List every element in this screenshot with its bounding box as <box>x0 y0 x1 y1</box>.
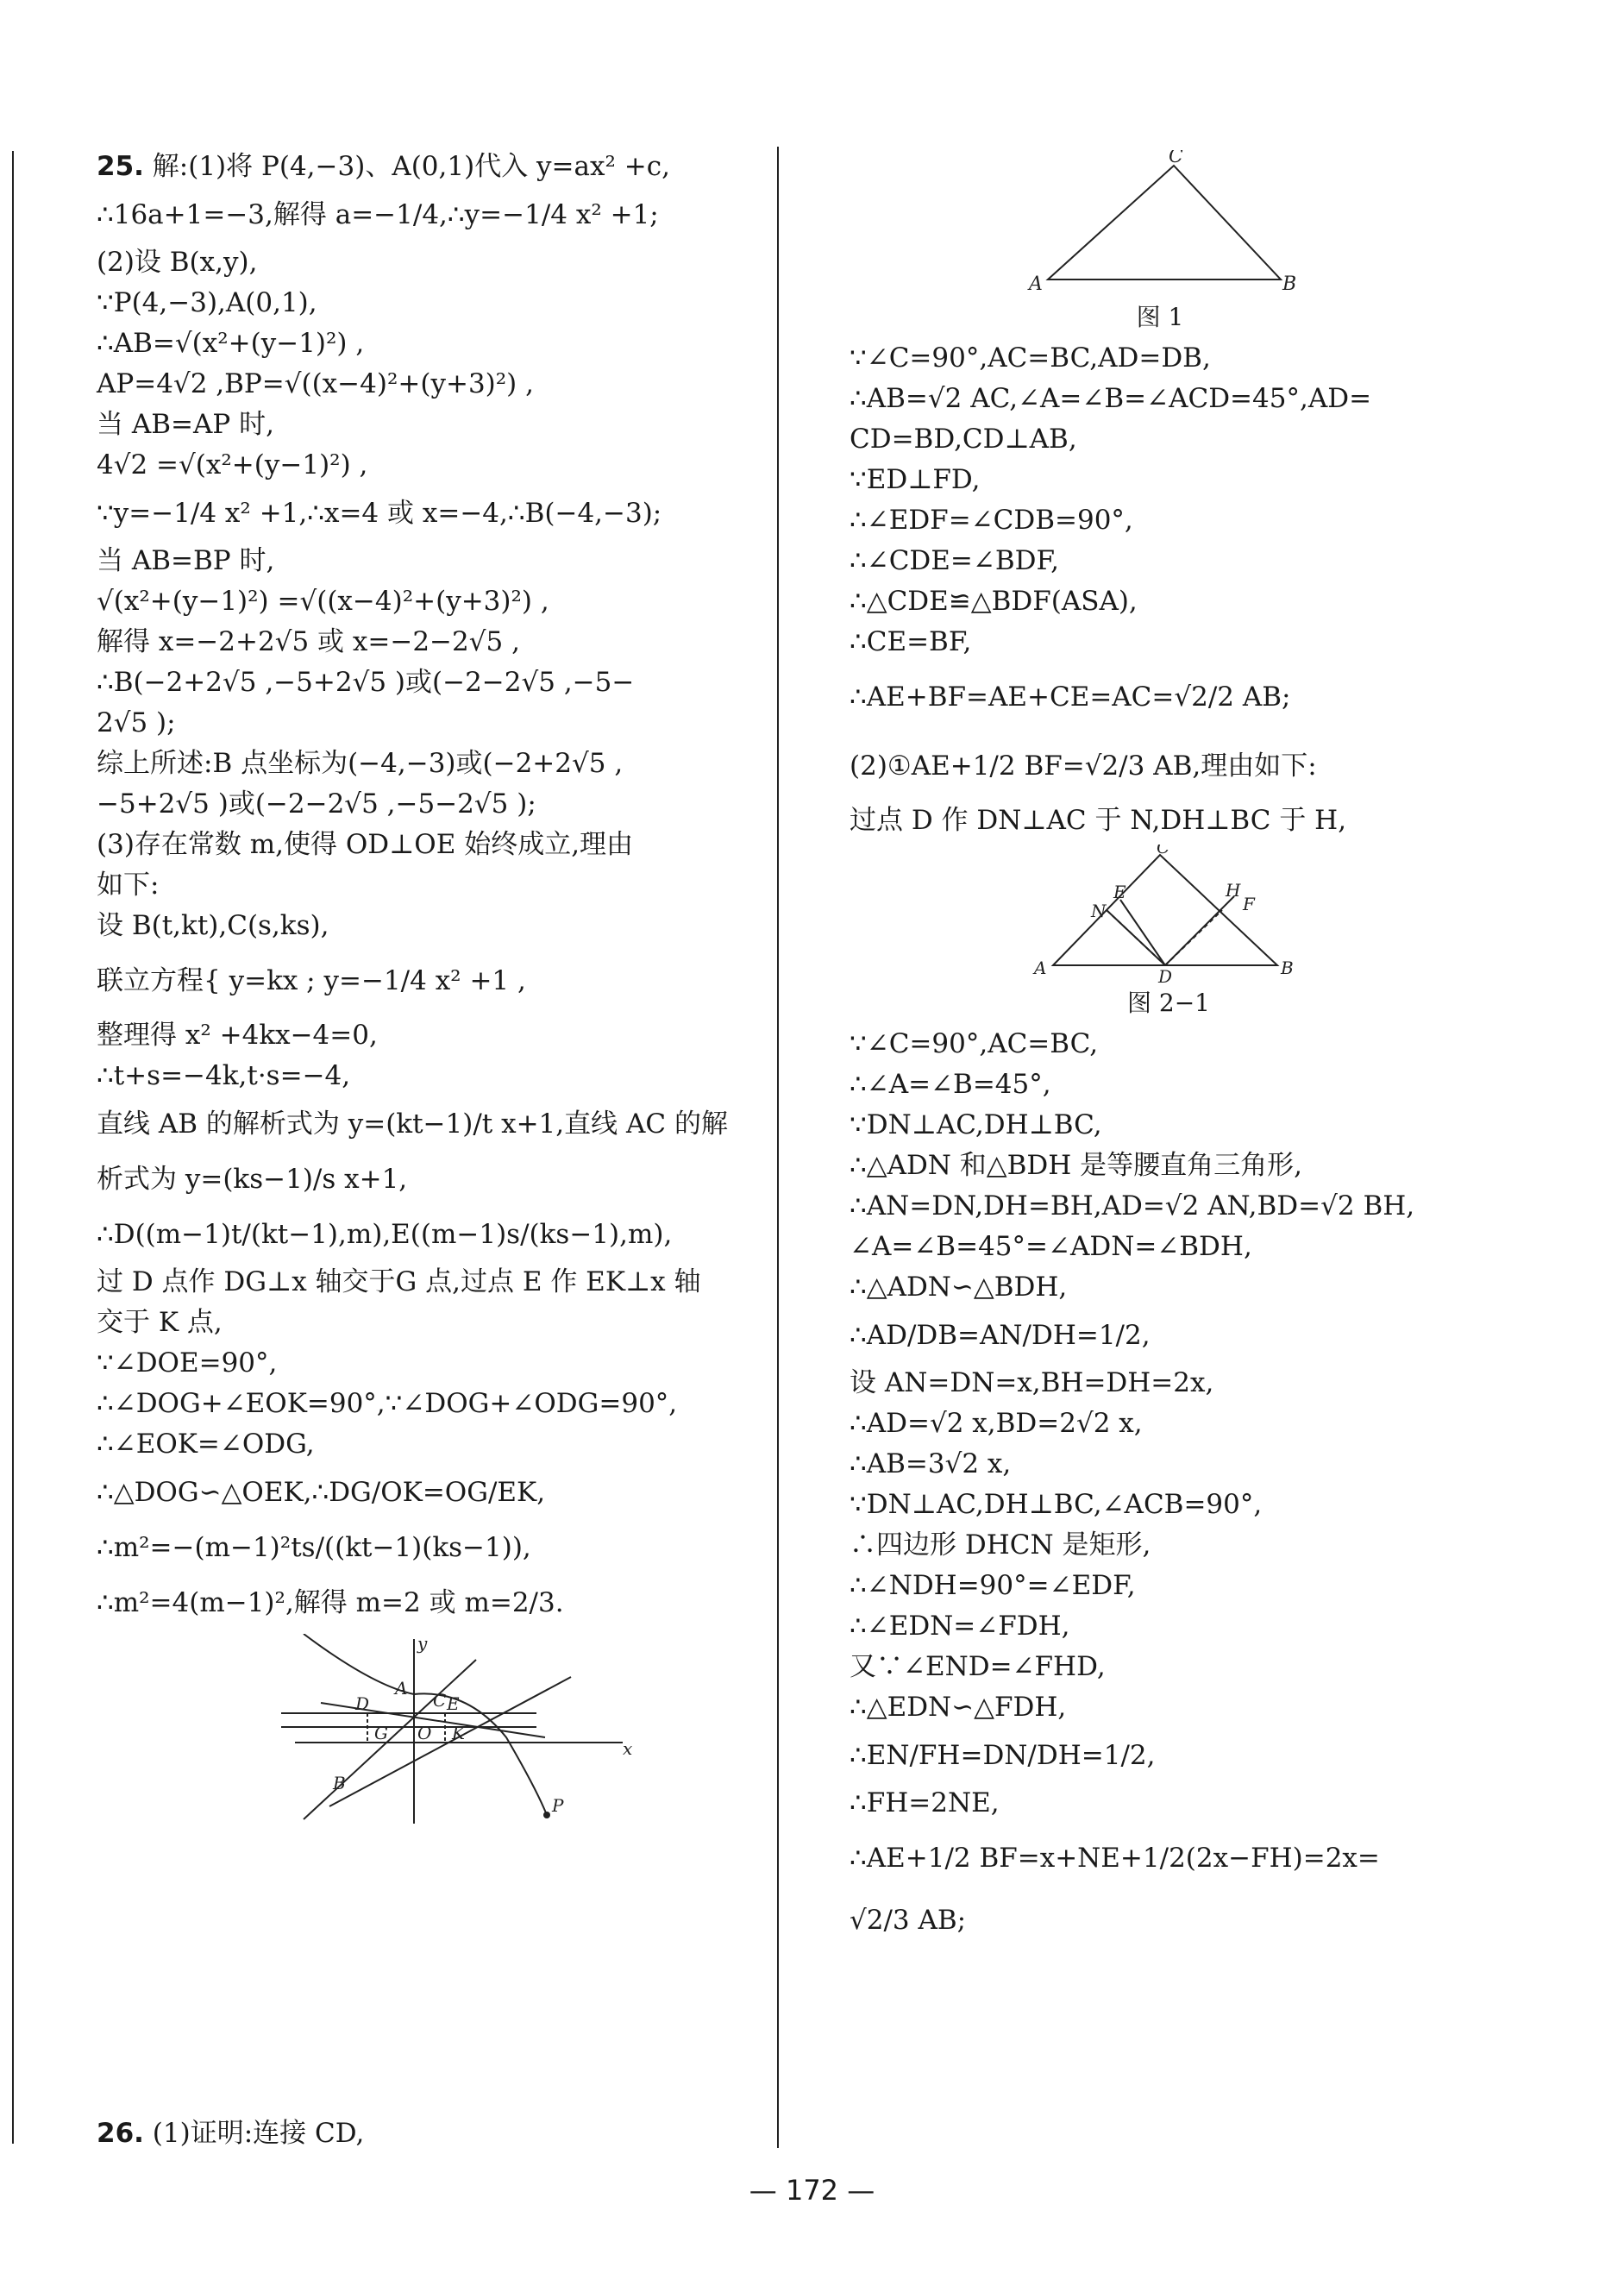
svg-text:A: A <box>1029 273 1043 295</box>
solution-line: ∴∠NDH=90°=∠EDF, <box>850 1570 1136 1601</box>
solution-line: 综上所述:B 点坐标为(−4,−3)或(−2+2√5 , <box>97 748 624 779</box>
solution-line: 过 D 点作 DG⊥x 轴交于G 点,过点 E 作 EK⊥x 轴 <box>97 1266 701 1297</box>
solution-line: ∴△EDN∽△FDH, <box>850 1692 1067 1723</box>
solution-line: ∴CE=BF, <box>850 626 972 657</box>
solution-line: AP=4√2 ,BP=√((x−4)²+(y+3)²) , <box>97 368 534 399</box>
solution-line: ∵∠DOE=90°, <box>97 1347 278 1379</box>
left-margin-rule <box>12 151 14 2144</box>
figure-1 <box>1022 150 1298 331</box>
solution-line: ∴EN/FH=DN/DH=1/2, <box>850 1740 1156 1771</box>
figure-2-1 <box>1031 845 1307 1017</box>
solution-line: −5+2√5 )或(−2−2√5 ,−5−2√5 ); <box>97 788 536 820</box>
solution-line: 当 AB=AP 时, <box>97 409 274 440</box>
left-column <box>97 147 752 2149</box>
parabola-graph <box>278 1634 657 1832</box>
svg-text:y: y <box>417 1634 428 1654</box>
solution-line: 设 B(t,kt),C(s,ks), <box>97 910 329 941</box>
solution-line: ∴AB=√(x²+(y−1)²) , <box>97 328 365 359</box>
svg-text:A: A <box>395 1678 408 1699</box>
solution-line: ∴AD/DB=AN/DH=1/2, <box>850 1320 1151 1351</box>
solution-line: 交于 K 点, <box>97 1307 223 1338</box>
right-column <box>850 147 1505 1948</box>
problem-26-number: 26. <box>97 2118 144 2149</box>
solution-line: ∵DN⊥AC,DH⊥BC, <box>850 1109 1102 1140</box>
solution-line: CD=BD,CD⊥AB, <box>850 424 1077 455</box>
svg-text:E: E <box>447 1693 460 1714</box>
solution-line: ∵DN⊥AC,DH⊥BC,∠ACB=90°, <box>850 1489 1263 1520</box>
svg-text:D: D <box>355 1693 370 1714</box>
solution-line: 解得 x=−2+2√5 或 x=−2−2√5 , <box>97 626 520 657</box>
solution-line: ∴m²=4(m−1)²,解得 m=2 或 m=2/3. <box>97 1587 564 1618</box>
solution-line: 又∵∠END=∠FHD, <box>850 1651 1106 1682</box>
svg-text:E: E <box>1113 882 1126 902</box>
solution-line: 2√5 ); <box>97 707 176 738</box>
svg-text:O: O <box>417 1723 432 1743</box>
solution-line: ∴∠EDF=∠CDB=90°, <box>850 505 1133 536</box>
svg-text:B: B <box>1281 958 1294 978</box>
solution-line: 当 AB=BP 时, <box>97 545 275 576</box>
svg-text:F: F <box>1243 894 1255 914</box>
solution-line: 析式为 y=(ks−1)/s x+1, <box>97 1164 408 1195</box>
triangle-abc <box>1022 150 1298 297</box>
solution-line: (3)存在常数 m,使得 OD⊥OE 始终成立,理由 <box>97 829 634 860</box>
solution-line: ∴t+s=−4k,t·s=−4, <box>97 1060 351 1091</box>
solution-line: ∠A=∠B=45°=∠ADN=∠BDH, <box>850 1231 1252 1262</box>
solution-line: ∴∠CDE=∠BDF, <box>850 545 1060 576</box>
solution-line: 直线 AB 的解析式为 y=(kt−1)/t x+1,直线 AC 的解 <box>97 1108 728 1140</box>
solution-line: ∵∠C=90°,AC=BC,AD=DB, <box>850 342 1211 374</box>
svg-text:B: B <box>1282 273 1297 295</box>
solution-line: ∴AB=√2 AC,∠A=∠B=∠ACD=45°,AD= <box>850 383 1372 414</box>
solution-line: ∵ED⊥FD, <box>850 464 981 495</box>
solution-line: ∴AE+BF=AE+CE=AC=√2/2 AB; <box>850 681 1291 713</box>
problem-26-line: 26. (1)证明:连接 CD, <box>97 2118 365 2149</box>
svg-text:C: C <box>1169 150 1183 167</box>
svg-text:A: A <box>1034 958 1047 978</box>
svg-text:K: K <box>452 1723 465 1743</box>
solution-line: ∴AN=DN,DH=BH,AD=√2 AN,BD=√2 BH, <box>850 1190 1415 1222</box>
solution-line: ∵y=−1/4 x² +1,∴x=4 或 x=−4,∴B(−4,−3); <box>97 498 662 529</box>
solution-line: ∴m²=−(m−1)²ts/((kt−1)(ks−1)), <box>97 1532 531 1563</box>
solution-line: (2)设 B(x,y), <box>97 247 258 278</box>
solution-line: ∴AD=√2 x,BD=2√2 x, <box>850 1408 1143 1439</box>
svg-text:x: x <box>623 1738 633 1759</box>
solution-line: ∴AE+1/2 BF=x+NE+1/2(2x−FH)=2x= <box>850 1843 1380 1874</box>
solution-line: ∴四边形 DHCN 是矩形, <box>850 1529 1151 1561</box>
solution-line: 设 AN=DN=x,BH=DH=2x, <box>850 1367 1214 1398</box>
problem-25-line-1: 25. 解:(1)将 P(4,−3)、A(0,1)代入 y=ax² +c, <box>97 151 670 182</box>
solution-line: √2/3 AB; <box>850 1905 967 1936</box>
svg-text:N: N <box>1091 901 1107 921</box>
solution-line: ∴△ADN 和△BDH 是等腰直角三角形, <box>850 1150 1303 1181</box>
solution-line: 整理得 x² +4kx−4=0, <box>97 1020 378 1051</box>
solution-line: ∴∠EDN=∠FDH, <box>850 1611 1070 1642</box>
solution-line: 联立方程{ y=kx ; y=−1/4 x² +1 , <box>97 965 526 996</box>
solution-line: ∴∠A=∠B=45°, <box>850 1069 1051 1100</box>
solution-line: ∴∠EOK=∠ODG, <box>97 1429 315 1460</box>
solution-line: √(x²+(y−1)²) =√((x−4)²+(y+3)²) , <box>97 586 549 617</box>
figure-1-caption: 图 1 <box>1136 303 1184 331</box>
column-divider <box>777 147 779 2148</box>
svg-text:C: C <box>433 1690 447 1711</box>
solution-line: (2)①AE+1/2 BF=√2/3 AB,理由如下: <box>850 750 1317 782</box>
solution-line: ∵∠C=90°,AC=BC, <box>850 1028 1099 1059</box>
solution-line: ∴△ADN∽△BDH, <box>850 1272 1068 1303</box>
solution-line: ∴△DOG∽△OEK,∴DG/OK=OG/EK, <box>97 1477 546 1508</box>
svg-text:C: C <box>1157 845 1170 857</box>
problem-25-number: 25. <box>97 151 144 182</box>
svg-text:G: G <box>374 1723 388 1743</box>
solution-line: ∴16a+1=−3,解得 a=−1/4,∴y=−1/4 x² +1; <box>97 199 659 230</box>
solution-line: ∴AB=3√2 x, <box>850 1448 1012 1479</box>
solution-line: 如下: <box>97 870 160 901</box>
solution-line: ∵P(4,−3),A(0,1), <box>97 287 317 318</box>
solution-line: 4√2 =√(x²+(y−1)²) , <box>97 449 368 480</box>
svg-text:B: B <box>333 1773 346 1793</box>
solution-line: ∴△CDE≌△BDF(ASA), <box>850 586 1138 617</box>
solution-line: 过点 D 作 DN⊥AC 于 N,DH⊥BC 于 H, <box>850 805 1347 836</box>
solution-line: ∴∠DOG+∠EOK=90°,∵∠DOG+∠ODG=90°, <box>97 1388 678 1419</box>
parabola-graph-figure <box>278 1634 657 1832</box>
triangle-with-perpendiculars <box>1031 845 1307 983</box>
svg-text:D: D <box>1158 966 1173 983</box>
solution-line: ∴B(−2+2√5 ,−5+2√5 )或(−2−2√5 ,−5− <box>97 667 635 698</box>
svg-text:P: P <box>552 1795 564 1816</box>
page-number: — 172 — <box>749 2174 875 2207</box>
solution-line: ∴D((m−1)t/(kt−1),m),E((m−1)s/(ks−1),m), <box>97 1219 673 1250</box>
svg-text:H: H <box>1226 880 1241 901</box>
figure-2-1-caption: 图 2−1 <box>1127 989 1210 1017</box>
solution-line: ∴FH=2NE, <box>850 1787 1000 1818</box>
